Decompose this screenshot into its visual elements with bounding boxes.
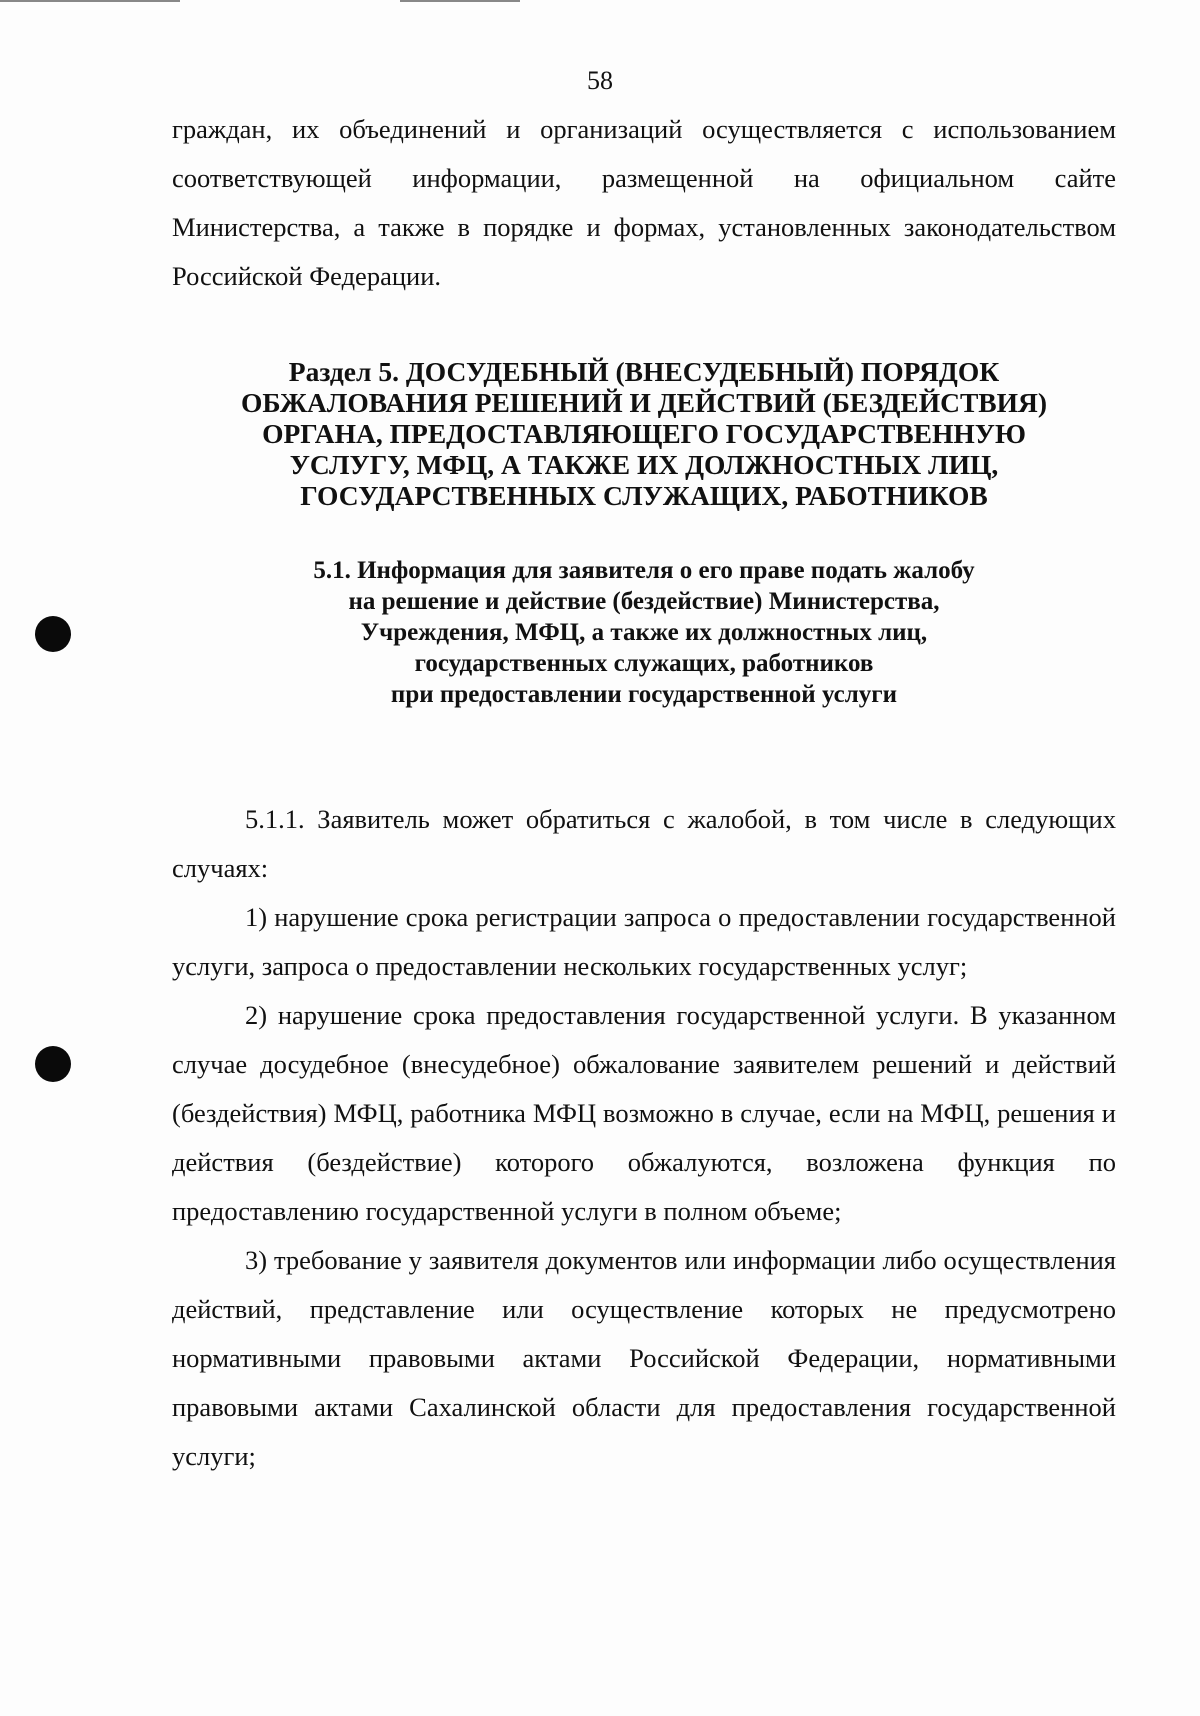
subsection-heading [172, 555, 1116, 710]
subsection-heading-line: Учреждения, МФЦ, а также их должностных лиц, [360, 619, 928, 646]
body-text [172, 795, 1116, 1481]
intro-text: граждан, их объединений и организаций осуществляется с использованием соответствующей информации, размещенной на официальном сайте Министерства, а также в порядке и формах, установленных законодательством Российской Федерации. [172, 114, 1116, 291]
subsection-heading-line: на решение и действие (бездействие) Министерства, [348, 588, 940, 615]
paragraph: 1) нарушение срока регистрации запроса о предоставлении государственной услуги, запроса о предоставлении нескольких государственных услуг; [172, 902, 1116, 981]
section-heading [172, 356, 1116, 511]
subsection-heading-line: 5.1. Информация для заявителя о его праве подать жалобу [313, 557, 975, 584]
section-heading-line: УСЛУГУ, МФЦ, А ТАКЖЕ ИХ ДОЛЖНОСТНЫХ ЛИЦ, [289, 449, 999, 480]
punch-hole-mark [35, 616, 71, 652]
page-number: 58 [587, 66, 613, 95]
paragraph: 5.1.1. Заявитель может обратиться с жалобой, в том числе в следующих случаях: [172, 804, 1116, 883]
scan-edge-line [400, 0, 520, 2]
paragraph: 3) требование у заявителя документов или информации либо осуществления действий, представление или осуществление которых не предусмотрено нормативными правовыми актами Российской Федерации, нормативными правовыми актами Сахалинской области для предоставления государственной услуги; [172, 1245, 1116, 1471]
section-heading-line: ОРГАНА, ПРЕДОСТАВЛЯЮЩЕГО ГОСУДАРСТВЕННУЮ [262, 418, 1026, 449]
scan-edge-line [0, 0, 180, 2]
section-heading-line: ГОСУДАРСТВЕННЫХ СЛУЖАЩИХ, РАБОТНИКОВ [300, 480, 988, 511]
subsection-heading-line: государственных служащих, работников [414, 650, 874, 677]
section-heading-line: Раздел 5. ДОСУДЕБНЫЙ (ВНЕСУДЕБНЫЙ) ПОРЯДОК [288, 356, 1000, 387]
intro-paragraph [172, 105, 1116, 301]
punch-hole-mark [35, 1046, 71, 1082]
subsection-heading-line: при предоставлении государственной услуги [390, 681, 898, 708]
paragraph: 2) нарушение срока предоставления государственной услуги. В указанном случае досудебное (внесудебное) обжалование заявителем решений и действий (бездействия) МФЦ, работника МФЦ возможно в случае, если на МФЦ, решения и действия (бездействие) которого обжалуются, возложена функция по предоставлению государственной услуги в полном объеме; [172, 1000, 1116, 1226]
section-heading-line: ОБЖАЛОВАНИЯ РЕШЕНИЙ И ДЕЙСТВИЙ (БЕЗДЕЙСТВИЯ) [240, 387, 1048, 418]
